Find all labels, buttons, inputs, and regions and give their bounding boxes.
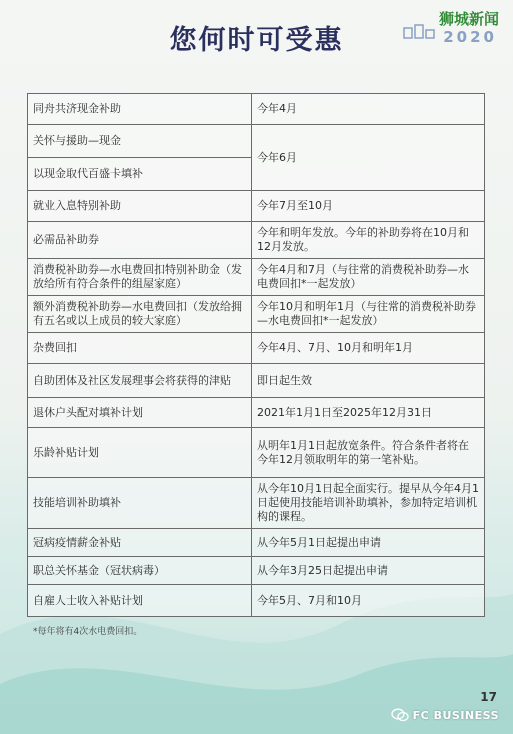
timing-cell: 今年5月、7月和10月: [252, 585, 485, 617]
scheme-cell: 冠病疫情薪金补贴: [28, 529, 252, 557]
table-row: [28, 222, 485, 259]
table-row: [28, 94, 485, 125]
table-row: [28, 557, 485, 585]
scheme-cell: 杂费回扣: [28, 333, 252, 364]
timing-cell: 今年4月、7月、10月和明年1月: [252, 333, 485, 364]
wechat-icon: [391, 708, 409, 722]
logo-brand-text: 狮城新闻: [438, 10, 499, 28]
table-row: [28, 585, 485, 617]
page-title: 您何时可受惠: [169, 25, 344, 56]
timing-cell: 从今年5月1日起提出申请: [252, 529, 485, 557]
timing-cell: 今年和明年发放。今年的补助券将在10月和12月发放。: [252, 222, 485, 259]
scheme-cell: 关怀与援助—现金: [28, 125, 252, 158]
timing-cell: 今年4月: [252, 94, 485, 125]
timing-cell: 今年7月至10月: [252, 191, 485, 222]
scheme-cell: 自雇人士收入补贴计划: [28, 585, 252, 617]
logo-year-text: 2020: [443, 28, 497, 46]
footnote: *每年将有4次水电费回扣。: [33, 627, 143, 637]
benefits-table: [27, 93, 485, 617]
table-row: [28, 125, 485, 158]
timing-cell: 今年6月: [252, 125, 485, 191]
scheme-cell: 额外消费税补助券—水电费回扣（发放给拥有五名或以上成员的较大家庭）: [28, 296, 252, 333]
scheme-cell: 就业入息特别补助: [28, 191, 252, 222]
scheme-cell: 消费税补助券—水电费回扣特别补助金（发放给所有符合条件的组屋家庭）: [28, 259, 252, 296]
table-row: [28, 529, 485, 557]
table-row: [28, 428, 485, 478]
timing-cell: 今年4月和7月（与往常的消费税补助券—水电费回扣*一起发放）: [252, 259, 485, 296]
timing-cell: 今年10月和明年1月（与往常的消费税补助券—水电费回扣*一起发放）: [252, 296, 485, 333]
scheme-cell: 技能培训补助填补: [28, 478, 252, 529]
table-row: [28, 364, 485, 398]
scheme-cell: 乐龄补贴计划: [28, 428, 252, 478]
page-number: 17: [480, 690, 497, 704]
table-row: [28, 191, 485, 222]
scheme-cell: 同舟共济现金补助: [28, 94, 252, 125]
watermark: [391, 708, 499, 722]
table-row: [28, 478, 485, 529]
scheme-cell: 以现金取代百盛卡填补: [28, 158, 252, 191]
scheme-cell: 职总关怀基金（冠状病毒）: [28, 557, 252, 585]
timing-cell: 即日起生效: [252, 364, 485, 398]
scheme-cell: 必需品补助券: [28, 222, 252, 259]
table-row: [28, 398, 485, 428]
watermark-text: FC BUSINESS: [412, 708, 499, 722]
timing-cell: 2021年1月1日至2025年12月31日: [252, 398, 485, 428]
timing-cell: 从明年1月1日起放宽条件。符合条件者将在今年12月领取明年的第一笔补贴。: [252, 428, 485, 478]
timing-cell: 从今年10月1日起全面实行。提早从今年4月1日起使用技能培训补助填补，参加特定培训机构的课程。: [252, 478, 485, 529]
table-row: [28, 296, 485, 333]
table-row: [28, 333, 485, 364]
timing-cell: 从今年3月25日起提出申请: [252, 557, 485, 585]
scheme-cell: 退休户头配对填补计划: [28, 398, 252, 428]
table-row: [28, 259, 485, 296]
scheme-cell: 自助团体及社区发展理事会将获得的津贴: [28, 364, 252, 398]
